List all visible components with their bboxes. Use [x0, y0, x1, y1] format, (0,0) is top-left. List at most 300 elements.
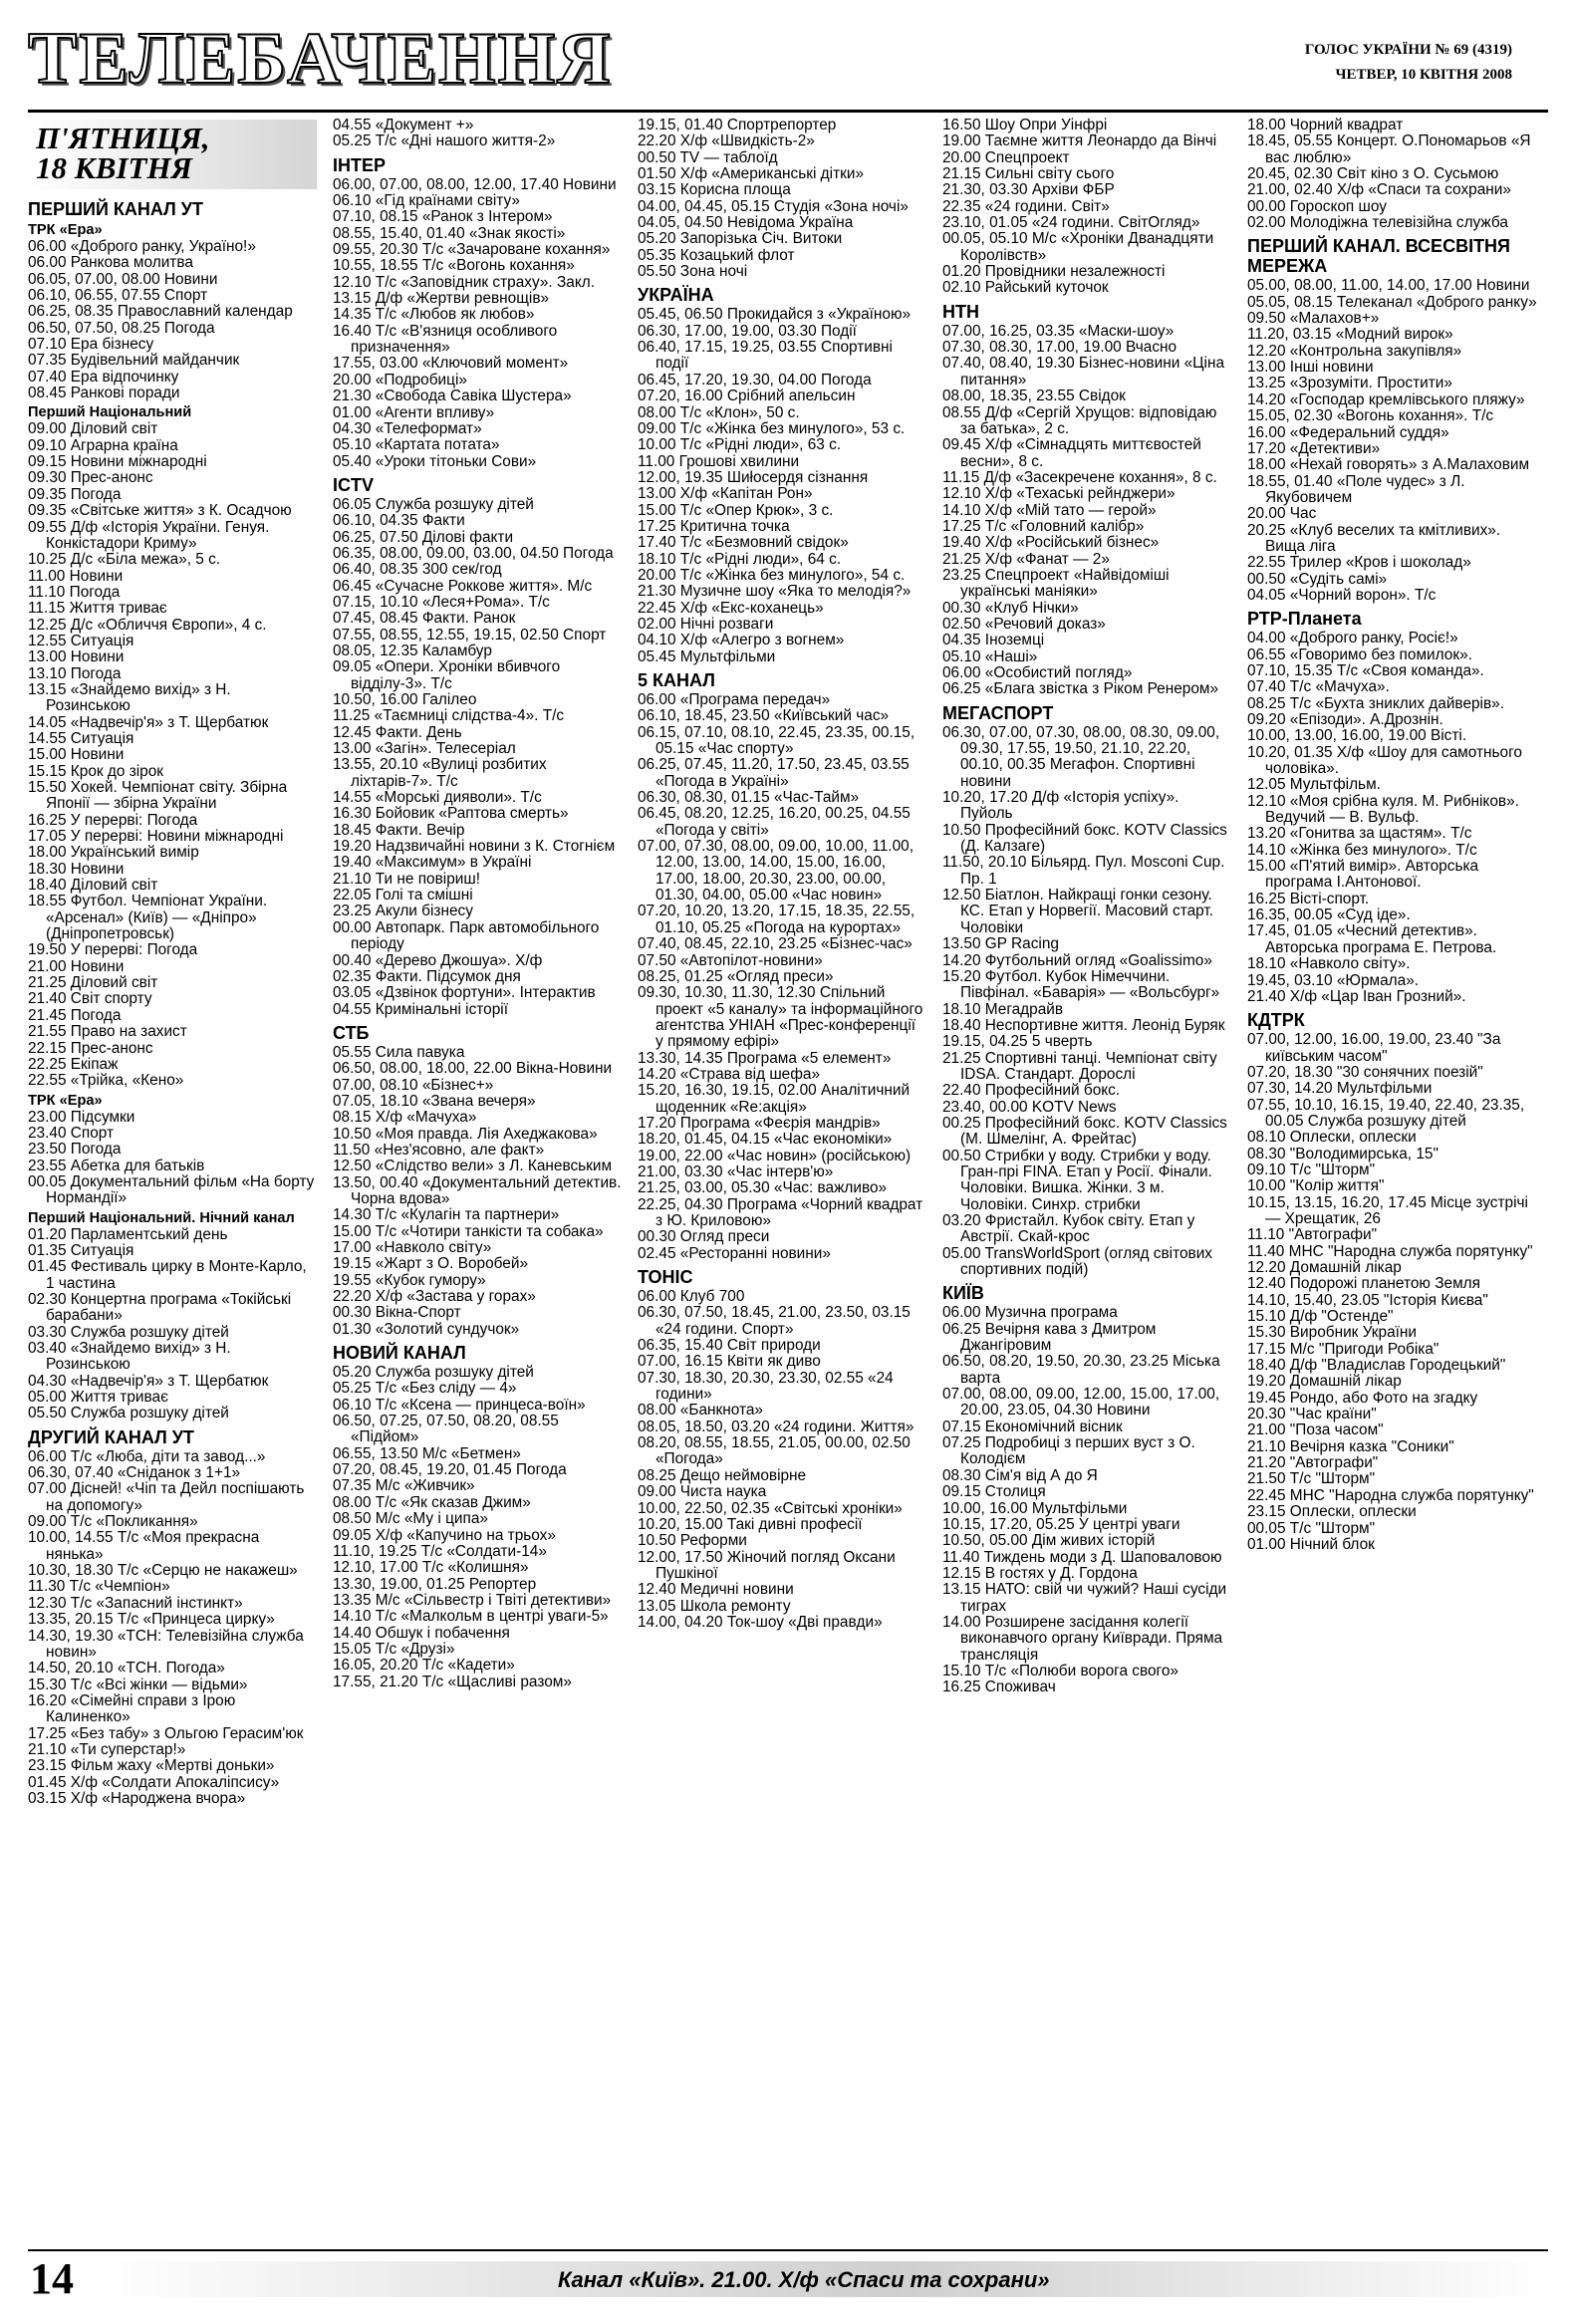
programme-entry: 14.40 Обшук і побачення — [333, 1624, 510, 1642]
programme-entry: 08.05, 12.35 Каламбур — [333, 642, 492, 659]
programme-entry: 06.45, 17.20, 19.30, 04.00 Погода — [638, 371, 872, 388]
programme-entry: 01.35 Ситуація — [28, 1241, 134, 1259]
programme-entry: 20.00 «Подробиці» — [333, 371, 467, 388]
programme-entry: 13.50 GP Racing — [942, 935, 1059, 953]
programme-entry: 10.50 «Моя правда. Лія Ахеджакова» — [333, 1125, 598, 1143]
programme-entry: 22.20 Х/ф «Застава у горах» — [333, 1288, 536, 1306]
programme-entry: 09.00 Діловий світ — [28, 420, 158, 438]
programme-entry: 11.50 «Нез'ясовно, але факт» — [333, 1141, 545, 1159]
programme-entry: 19.50 У перерві: Погода — [28, 941, 198, 959]
programme-entry: 07.00, 07.30, 08.00, 09.00, 10.00, 11.00, 12.00, 13.00, 14.00, 15.00, 16.00, 17.00, 18.00, 20.30, 23.00, 00.00, 01.30, 04.00, 05.00 «Час новин» — [638, 838, 914, 904]
programme-entry: 06.45, 08.20, 12.25, 16.20, 00.25, 04.55 «Погода у світі» — [638, 805, 911, 839]
programme-entry: 06.10, 04.35 Факти — [333, 512, 465, 530]
programme-entry: 06.30, 07.40 «Сніданок з 1+1» — [28, 1464, 241, 1482]
programme-entry: 12.00, 19.35 Шиłосердя сізнання — [638, 468, 869, 486]
programme-entry: 09.55, 20.30 Т/с «Зачароване кохання» — [333, 241, 611, 259]
programme-entry: 08.00 Т/с «Як сказав Джим» — [333, 1493, 531, 1511]
programme-entry: 09.20 «Епізоди». А.Дрознін. — [1247, 711, 1443, 728]
programme-entry: 14.00 Розширене засідання колегії виконавчого органу Київради. Пряма трансляція — [942, 1613, 1223, 1664]
programme-entry: 01.20 Провідники незалежності — [942, 263, 1166, 281]
programme-entry: 19.00, 22.00 «Час новин» (російською) — [638, 1147, 912, 1164]
programme-entry: 07.00, 08.00, 09.00, 12.00, 15.00, 17.00, 20.00, 23.05, 04.30 Новини — [942, 1386, 1220, 1420]
listing-column-5 — [1247, 118, 1542, 2245]
programme-entry: 07.10 Ера бізнесу — [28, 336, 154, 354]
programme-entry: 22.45 МНС "Народна служба порятунку" — [1247, 1486, 1534, 1504]
channel-subheading: ТРК «Ера» — [28, 1092, 103, 1109]
listing-column-3 — [638, 118, 926, 2245]
programme-entry: 17.20 «Детективи» — [1247, 439, 1381, 457]
programme-entry: 19.45 Рондо, або Фото на згадку — [1247, 1389, 1478, 1407]
programme-entry: 13.00 Новини — [28, 648, 125, 666]
programme-entry: 12.40 Подорожі планетою Земля — [1247, 1275, 1480, 1293]
programme-entry: 17.00 «Навколо світу» — [333, 1239, 492, 1256]
programme-entry: 06.00 «Особистий погляд» — [942, 664, 1133, 681]
programme-entry: 12.20 «Контрольна закупівля» — [1247, 342, 1462, 360]
channel-heading: ПЕРШИЙ КАНАЛ. ВСЕСВІТНЯ МЕРЕЖА — [1247, 236, 1510, 277]
bottom-rule — [28, 2249, 1548, 2251]
programme-entry: 21.55 Право на захист — [28, 1023, 187, 1041]
programme-entry: 07.55, 08.55, 12.55, 19.15, 02.50 Спорт — [333, 626, 607, 644]
programme-entry: 11.30 Т/с «Чемпіон» — [28, 1578, 170, 1596]
day-heading — [28, 120, 317, 189]
programme-entry: 05.00 TransWorldSport (огляд світових спортивних подій) — [942, 1244, 1212, 1279]
programme-entry: 23.40 Спорт — [28, 1124, 115, 1142]
programme-entry: 08.25 Т/с «Бухта зниклих дайверів». — [1247, 694, 1504, 712]
programme-entry: 11.00 Новини — [28, 567, 124, 585]
programme-entry: 16.35, 00.05 «Суд іде». — [1247, 906, 1411, 924]
programme-entry: 06.25, 07.50 Ділові факти — [333, 528, 514, 546]
programme-entry: 08.15 Х/ф «Мачуха» — [333, 1109, 477, 1127]
programme-entry: 06.55 «Говоримо без помилок». — [1247, 646, 1472, 663]
programme-entry: 07.40, 08.40, 19.30 Бізнес-новини «Ціна питання» — [942, 355, 1225, 388]
programme-entry: 17.25 Т/с «Головний калібр» — [942, 517, 1145, 535]
programme-entry: 09.00 Т/с «Жінка без минулого», 53 с. — [638, 419, 906, 437]
programme-entry: 06.40, 08.35 300 сек/год — [333, 561, 502, 579]
programme-entry: 09.50 «Малахов+» — [1247, 310, 1380, 328]
programme-entry: 08.00 «Банкнота» — [638, 1402, 763, 1420]
programme-entry: 07.20, 16.00 Срібний апельсин — [638, 387, 856, 405]
programme-entry: 22.55 «Трійка, «Кено» — [28, 1072, 184, 1090]
programme-entry: 08.45 Ранкові поради — [28, 385, 180, 402]
programme-entry: 05.20 Служба розшуку дітей — [333, 1364, 534, 1382]
programme-entry: 10.50 Професійний бокс. KOTV Classics (Д. Калзаге) — [942, 821, 1227, 856]
programme-entry: 17.55, 21.20 Т/с «Щасливі разом» — [333, 1673, 572, 1690]
programme-entry: 16.50 Шоу Опри Уінфрі — [942, 118, 1108, 133]
channel-heading: 5 КАНАЛ — [638, 670, 715, 690]
programme-entry: 21.30 «Свобода Савіка Шустера» — [333, 387, 572, 405]
programme-entry: 21.00, 02.40 Х/ф «Спаси та сохрани» — [1247, 181, 1511, 199]
programme-entry: 10.20, 15.00 Такі дивні професії — [638, 1515, 863, 1533]
programme-entry: 02.45 «Ресторанні новини» — [638, 1244, 831, 1262]
channel-heading: УКРАЇНА — [638, 285, 714, 306]
programme-entry: 15.00 «П'ятий вимір». Авторська програма І.Антонової. — [1247, 858, 1479, 892]
programme-entry: 18.45 Факти. Вечір — [333, 821, 465, 839]
channel-heading: ІНТЕР — [333, 154, 387, 175]
programme-entry: 03.15 Х/ф «Народжена вчора» — [28, 1789, 246, 1807]
programme-entry: 11.50, 20.10 Більярд. Пул. Mosconi Cup. Пр. 1 — [942, 854, 1225, 888]
programme-entry: 11.25 «Таємниці слідства-4». Т/с — [333, 707, 565, 725]
channel-heading: НОВИЙ КАНАЛ — [333, 1343, 466, 1364]
programme-entry: 16.25 Вісті-спорт. — [1247, 890, 1370, 907]
programme-entry: 11.10 Погода — [28, 583, 121, 601]
programme-entry: 05.00 Життя триває — [28, 1389, 168, 1407]
programme-entry: 09.45 Х/ф «Сімнадцять миттєвостей весни», 8 с. — [942, 436, 1201, 470]
channel-subheading: Перший Національний — [28, 404, 192, 421]
programme-entry: 21.10 Вечірня казка "Соники" — [1247, 1437, 1454, 1455]
programme-entry: 11.15 Життя триває — [28, 600, 167, 618]
programme-entry: 01.00 «Агенти впливу» — [333, 403, 495, 421]
programme-entry: 07.00, 16.25, 03.35 «Маски-шоу» — [942, 322, 1175, 340]
programme-entry: 19.00 Таємне життя Леонардо да Вінчі — [942, 132, 1217, 150]
programme-entry: 15.20 Футбол. Кубок Німеччини. Півфінал. «Баварія» — «Вольсбург» — [942, 967, 1220, 1002]
programme-entry: 23.15 Фільм жаху «Мертві доньки» — [28, 1757, 275, 1775]
programme-entry: 16.00 «Федеральний суддя» — [1247, 423, 1449, 441]
programme-entry: 19.55 «Кубок гумору» — [333, 1271, 486, 1289]
programme-entry: 13.55, 20.10 «Вулиці розбитих ліхтарів-7». Т/с — [333, 756, 547, 790]
programme-entry: 10.15, 13.15, 16.20, 17.45 Місце зустрічі — Хрещатик, 26 — [1247, 1193, 1528, 1227]
programme-entry: 21.30, 03.30 Архіви ФБР — [942, 181, 1115, 199]
programme-entry: 20.45, 02.30 Світ кіно з О. Сусьмою — [1247, 165, 1499, 183]
programme-entry: 03.05 «Дзвінок фортуни». Інтерактив — [333, 984, 596, 1002]
programme-entry: 00.00 Автопарк. Парк автомобільного періоду — [333, 918, 600, 953]
programme-entry: 12.45 Факти. День — [333, 723, 462, 741]
programme-entry: 16.25 У перерві: Погода — [28, 811, 198, 829]
programme-entry: 09.35 Погода — [28, 485, 122, 503]
programme-entry: 06.00, 07.00, 08.00, 12.00, 17.40 Новини — [333, 175, 617, 193]
programme-entry: 19.20 Надзвичайні новини з К. Стогнієм — [333, 838, 616, 856]
programme-entry: 12.10 Т/с «Заповідник страху». Закл. — [333, 273, 595, 291]
channel-heading: КДТРК — [1247, 1010, 1305, 1031]
programme-entry: 12.10 «Моя срібна куля. М. Рибніков». Ведучий — В. Вульф. — [1247, 792, 1519, 827]
programme-entry: 06.10 «Гід країнами світу» — [333, 192, 520, 210]
programme-entry: 19.15, 01.40 Спортрепортер — [638, 118, 837, 133]
programme-entry: 17.05 У перерві: Новини міжнародні — [28, 828, 284, 846]
programme-entry: 10.20, 01.35 Х/ф «Шоу для самотнього чоловіка». — [1247, 743, 1522, 778]
programme-entry: 20.25 «Клуб веселих та кмітливих». Вища ліга — [1247, 521, 1501, 555]
programme-entry: 07.45, 08.45 Факти. Ранок — [333, 610, 516, 628]
programme-entry: 10.30, 18.30 Т/с «Серцю не накажеш» — [28, 1562, 298, 1580]
programme-entry: 05.45, 06.50 Прокидайся з «Україною» — [638, 306, 912, 324]
programme-entry: 13.15 НАТО: свій чи чужий? Наші сусіди тиграх — [942, 1581, 1227, 1615]
programme-entry: 06.25, 07.45, 11.20, 17.50, 23.45, 03.55 «Погода в Україні» — [638, 756, 910, 790]
programme-entry: 10.25 Д/с «Біла межа», 5 с. — [28, 551, 221, 569]
programme-entry: 07.20, 08.45, 19.20, 01.45 Погода — [333, 1461, 567, 1479]
programme-entry: 14.00, 04.20 Ток-шоу «Дві правди» — [638, 1613, 883, 1631]
page-number: 14 — [30, 2254, 74, 2303]
listing-column-4 — [942, 118, 1231, 2245]
programme-entry: 23.40, 00.00 KOTV News — [942, 1098, 1117, 1116]
programme-entry: 07.00, 08.10 «Бізнес+» — [333, 1076, 494, 1094]
programme-entry: 04.55 «Документ +» — [333, 118, 474, 133]
programme-entry: 15.00 Т/с «Опер Крюк», 3 с. — [638, 501, 834, 519]
programme-entry: 19.20 Домашній лікар — [1247, 1373, 1402, 1391]
programme-entry: 21.10 «Ти суперстар!» — [28, 1740, 186, 1758]
programme-entry: 15.00 Т/с «Чотири танкісти та собака» — [333, 1222, 604, 1240]
programme-entry: 14.30 Т/с «Кулагін та партнери» — [333, 1206, 560, 1224]
programme-entry: 21.50 Т/с "Шторм" — [1247, 1470, 1376, 1488]
programme-entry: 05.00, 08.00, 11.00, 14.00, 17.00 Новини — [1247, 277, 1530, 295]
programme-entry: 18.10 «Навколо світу». — [1247, 955, 1411, 973]
programme-entry: 07.50 «Автопілот-новини» — [638, 951, 823, 969]
programme-entry: 15.50 Хокей. Чемпіонат світу. Збірна Японії — збірна України — [28, 779, 288, 813]
programme-entry: 04.10 Х/ф «Алегро з вогнем» — [638, 632, 845, 649]
channel-subheading: ТРК «Ера» — [28, 222, 103, 238]
programme-entry: 22.25 Екіпаж — [28, 1055, 119, 1073]
programme-entry: 12.40 Медичні новини — [638, 1581, 794, 1599]
programme-entry: 09.00 Чиста наука — [638, 1483, 767, 1501]
programme-entry: 04.30 «Надвечір'я» з Т. Щербатюк — [28, 1372, 269, 1390]
programme-entry: 06.15, 07.10, 08.10, 22.45, 23.35, 00.15, 05.15 «Час спорту» — [638, 723, 916, 758]
masthead — [28, 18, 1512, 110]
programme-entry: 06.10, 18.45, 23.50 «Київський час» — [638, 707, 890, 725]
programme-entry: 07.00 Дісней! «Чіп та Дейл поспішають на допомогу» — [28, 1480, 305, 1514]
programme-entry: 09.05 Х/ф «Капучино на трьох» — [333, 1526, 556, 1544]
programme-entry: 00.30 «Клуб Нічки» — [942, 599, 1079, 617]
programme-entry: 22.40 Професійний бокс. — [942, 1082, 1121, 1100]
programme-entry: 04.05 «Чорний ворон». Т/с — [1247, 586, 1437, 604]
programme-entry: 10.20, 17.20 Д/ф «Історія успіху». Пуйоль — [942, 789, 1179, 823]
programme-entry: 14.55 Ситуація — [28, 729, 134, 747]
programme-entry: 09.05 «Опери. Хроніки вбивчого відділу-3». Т/с — [333, 658, 561, 692]
programme-entry: 23.00 Підсумки — [28, 1108, 135, 1126]
programme-entry: 10.00, 22.50, 02.35 «Світські хроніки» — [638, 1499, 903, 1517]
programme-entry: 06.10 Т/с «Ксена — принцеса-воїн» — [333, 1396, 586, 1414]
programme-entry: 07.30, 18.30, 20.30, 23.30, 02.55 «24 години» — [638, 1369, 894, 1404]
programme-entry: 07.15, 10.10 «Леся+Рома». Т/с — [333, 593, 550, 611]
programme-entry: 13.30, 14.35 Програма «5 елемент» — [638, 1049, 892, 1067]
programme-entry: 15.20, 16.30, 19.15, 02.00 Аналітичний щоденник «Re:акція» — [638, 1082, 911, 1116]
programme-entry: 10.50, 16.00 Галілео — [333, 691, 477, 708]
programme-entry: 08.00 Т/с «Клон», 50 с. — [638, 403, 800, 421]
programme-entry: 13.35 М/с «Сільвестр і Твіті детективи» — [333, 1591, 612, 1609]
programme-entry: 05.45 Мультфільми — [638, 647, 776, 665]
programme-entry: 19.15 «Жарт з О. Воробей» — [333, 1255, 528, 1273]
programme-entry: 13.20 «Гонитва за щастям». Т/с — [1247, 825, 1472, 843]
programme-entry: 03.30 Служба розшуку дітей — [28, 1323, 229, 1341]
programme-entry: 06.00 Клуб 700 — [638, 1288, 745, 1306]
programme-entry: 04.55 Кримінальні історії — [333, 1000, 508, 1018]
programme-entry: 07.25 Подробиці з перших вуст з О. Колодієм — [942, 1434, 1195, 1468]
programme-entry: 07.10, 15.35 Т/с «Своя команда». — [1247, 661, 1484, 679]
programme-entry: 05.40 «Уроки тітоньки Сови» — [333, 452, 537, 470]
programme-entry: 06.30, 17.00, 19.00, 03.30 Події — [638, 322, 857, 340]
programme-entry: 21.40 Світ спорту — [28, 990, 152, 1008]
programme-entry: 21.00, 03.30 «Час інтерв'ю» — [638, 1162, 834, 1180]
programme-entry: 10.00, 14.55 Т/с «Моя прекрасна нянька» — [28, 1529, 260, 1563]
programme-entry: 22.25, 04.30 Програма «Чорний квадрат з Ю. Криловою» — [638, 1195, 923, 1229]
programme-entry: 14.10 Т/с «Малкольм в центрі уваги-5» — [333, 1608, 609, 1626]
programme-entry: 00.05 Документальний фільм «На борту Нормандії» — [28, 1172, 315, 1207]
channel-heading: РТР-Планета — [1247, 609, 1362, 630]
programme-entry: 06.50, 07.50, 08.25 Погода — [28, 319, 215, 337]
programme-entry: 11.20, 03.15 «Модний вирок» — [1247, 326, 1453, 344]
programme-entry: 18.45, 05.55 Концерт. О.Пономарьов «Я вас люблю» — [1247, 132, 1531, 166]
programme-entry: 20.30 "Час країни" — [1247, 1406, 1377, 1423]
programme-entry: 03.20 Фристайл. Кубок світу. Етап у Австрії. Скай-крос — [942, 1212, 1195, 1246]
programme-entry: 23.50 Погода — [28, 1141, 122, 1159]
programme-entry: 08.30 Сім'я від А до Я — [942, 1466, 1098, 1484]
programme-entry: 21.25, 03.00, 05.30 «Час: важливо» — [638, 1179, 888, 1197]
listing-column-1 — [28, 118, 317, 2245]
programme-entry: 06.40, 17.15, 19.25, 03.55 Спортивні події — [638, 339, 893, 373]
programme-entry: 05.50 Зона ночі — [638, 263, 748, 281]
programme-entry: 12.10 Х/ф «Техаські рейнджери» — [942, 485, 1176, 503]
programme-entry: 07.00, 16.15 Квіти як диво — [638, 1353, 821, 1371]
programme-entry: 12.25 Д/с «Обличчя Європи», 4 с. — [28, 616, 267, 634]
programme-entry: 07.30, 14.20 Мультфільми — [1247, 1080, 1433, 1098]
programme-entry: 06.05 Служба розшуку дітей — [333, 495, 534, 513]
programme-entry: 11.10, 19.25 Т/с «Солдати-14» — [333, 1542, 547, 1560]
programme-entry: 12.10, 17.00 Т/с «Колишня» — [333, 1559, 529, 1577]
programme-entry: 21.00 "Поза часом" — [1247, 1421, 1384, 1439]
programme-entry: 20.00 Т/с «Жінка без минулого», 54 с. — [638, 566, 906, 584]
programme-entry: 23.10, 01.05 «24 години. СвітОгляд» — [942, 214, 1200, 232]
top-rule — [28, 110, 1548, 113]
programme-entry: 09.30, 10.30, 11.30, 12.30 Спільний проект «5 каналу» та інформаційного агентства УНІАН «Прес-конференції у прямому ефірі» — [638, 984, 923, 1051]
programme-entry: 06.50, 07.25, 07.50, 08.20, 08.55 «Підйом» — [333, 1413, 559, 1446]
programme-entry: 07.30, 08.30, 17.00, 19.00 Вчасно — [942, 339, 1178, 357]
programme-entry: 08.20, 08.55, 18.55, 21.05, 00.00, 02.50 «Погода» — [638, 1434, 911, 1468]
programme-entry: 15.30 Т/с «Всі жінки — відьми» — [28, 1676, 248, 1693]
programme-entry: 13.25 «Зрозуміти. Простити» — [1247, 375, 1452, 392]
programme-entry: 17.15 М/с "Пригоди Робіка" — [1247, 1340, 1440, 1358]
programme-entry: 06.30, 07.50, 18.45, 21.00, 23.50, 03.15 «24 години. Спорт» — [638, 1304, 911, 1338]
programme-entry: 12.50 Біатлон. Найкращі гонки сезону. КС. Етап у Норвегії. Масовий старт. Чоловіки — [942, 887, 1213, 936]
programme-entry: 07.20, 18.30 "30 сонячних поезій" — [1247, 1063, 1483, 1081]
programme-entry: 01.00 Нічний блок — [1247, 1535, 1375, 1553]
programme-entry: 18.55 Футбол. Чемпіонат України. «Арсенал» (Київ) — «Дніпро» (Дніпропетровськ) — [28, 893, 268, 943]
programme-entry: 04.35 Іноземці — [942, 632, 1045, 649]
programme-entry: 00.50 TV — таблоїд — [638, 148, 778, 166]
programme-entry: 12.50 «Слідство вели» з Л. Каневським — [333, 1158, 613, 1175]
programme-entry: 18.40 Неспортивне життя. Леонід Буряк — [942, 1016, 1225, 1034]
programme-entry: 13.00 Інші новини — [1247, 359, 1374, 377]
programme-entry: 07.40 Ера відпочинку — [28, 368, 179, 386]
programme-entry: 22.20 Х/ф «Швидкість-2» — [638, 132, 815, 150]
programme-entry: 15.00 Новини — [28, 746, 125, 764]
programme-entry: 22.35 «24 години. Світ» — [942, 197, 1110, 215]
programme-entry: 11.15 Д/ф «Засекречене кохання», 8 с. — [942, 468, 1217, 486]
day-heading-line: 18 КВІТНЯ — [36, 150, 192, 185]
programme-entry: 12.20 Домашній лікар — [1247, 1259, 1402, 1276]
programme-entry: 04.00 «Доброго ранку, Росіє!» — [1247, 630, 1458, 647]
programme-entry: 14.50, 20.10 «ТСН. Погода» — [28, 1660, 225, 1678]
programme-entry: 14.20 «Страва від шефа» — [638, 1065, 821, 1083]
programme-entry: 11.40 Тиждень моди з Д. Шаповаловою — [942, 1548, 1222, 1566]
programme-entry: 10.00, 13.00, 16.00, 19.00 Вісті. — [1247, 727, 1467, 745]
programme-entry: 05.50 Служба розшуку дітей — [28, 1405, 229, 1422]
programme-entry: 00.00 Гороскоп шоу — [1247, 197, 1387, 215]
programme-entry: 00.25 Професійний бокс. KOTV Classics (М. Шмелінг, А. Фрейтас) — [942, 1114, 1227, 1149]
issue-info — [1305, 38, 1512, 88]
programme-entry: 04.05, 04.50 Невідома Україна — [638, 214, 854, 232]
programme-entry: 14.55 «Морські дияволи». Т/с — [333, 789, 542, 807]
programme-entry: 03.40 «Знайдемо вихід» з Н. Розинською — [28, 1340, 231, 1374]
programme-entry: 11.40 МНС "Народна служба порятунку" — [1247, 1242, 1533, 1260]
programme-entry: 15.30 Виробник України — [1247, 1324, 1418, 1342]
channel-heading: ПЕРШИЙ КАНАЛ УТ — [28, 199, 203, 219]
programme-entry: 15.10 Т/с «Полюби ворога свого» — [942, 1662, 1178, 1679]
programme-entry: 12.00, 17.50 Жіночий погляд Оксани Пушкіної — [638, 1548, 896, 1582]
section-title: ТЕЛЕБАЧЕННЯ — [28, 18, 613, 100]
programme-entry: 07.20, 10.20, 13.20, 17.15, 18.35, 22.55, 01.10, 05.25 «Погода на курортах» — [638, 903, 916, 936]
programme-entry: 02.10 Райський куточок — [942, 279, 1109, 297]
programme-entry: 09.15 Столиця — [942, 1483, 1046, 1501]
programme-entry: 13.30, 19.00, 01.25 Репортер — [333, 1575, 537, 1593]
programme-entry: 09.35 «Світське життя» з К. Осадчою — [28, 502, 292, 520]
programme-entry: 06.10, 06.55, 07.55 Спорт — [28, 287, 208, 305]
programme-entry: 01.30 «Золотий сундучок» — [333, 1320, 520, 1338]
issue-date: ЧЕТВЕР, 10 КВІТНЯ 2008 — [1335, 67, 1512, 83]
programme-entry: 18.00 Український вимір — [28, 844, 199, 862]
programme-entry: 22.05 Голі та смішні — [333, 887, 473, 904]
programme-entry: 18.40 Д/ф "Владислав Городецький" — [1247, 1357, 1506, 1375]
programme-entry: 16.25 Споживач — [942, 1678, 1056, 1696]
programme-entry: 18.30 Новини — [28, 860, 125, 878]
programme-entry: 05.25 Т/с «Дні нашого життя-2» — [333, 132, 556, 150]
programme-entry: 00.40 «Дерево Джошуа». Х/ф — [333, 951, 543, 969]
programme-entry: 10.00, 16.00 Мультфільми — [942, 1499, 1128, 1517]
programme-entry: 13.05 Школа ремонту — [638, 1597, 791, 1615]
programme-entry: 14.35 Т/с «Любов як любов» — [333, 306, 535, 324]
channel-heading: ICTV — [333, 474, 375, 495]
programme-entry: 02.50 «Речовий доказ» — [942, 615, 1106, 633]
programme-entry: 18.10 Мегадрайв — [942, 1000, 1064, 1018]
programme-entry: 06.00 Ранкова молитва — [28, 254, 193, 272]
programme-entry: 18.40 Діловий світ — [28, 877, 158, 895]
programme-entry: 09.30 Прес-анонс — [28, 469, 153, 487]
programme-entry: 00.05, 05.10 М/с «Хроніки Дванадцяти Королівств» — [942, 230, 1214, 264]
programme-entry: 06.30, 08.30, 01.15 «Час-Тайм» — [638, 789, 860, 807]
programme-entry: 18.10 Т/с «Рідні люди», 64 с. — [638, 550, 842, 568]
programme-entry: 06.50, 08.00, 18.00, 22.00 Вікна-Новини — [333, 1060, 613, 1078]
programme-entry: 23.25 Спецпроект «Найвідоміші українські маніяки» — [942, 566, 1170, 601]
programme-entry: 03.15 Корисна площа — [638, 181, 791, 199]
programme-entry: 21.10 Ти не повіриш! — [333, 870, 480, 888]
programme-entry: 05.25 Т/с «Без сліду — 4» — [333, 1380, 517, 1398]
programme-entry: 00.50 Стрибки у воду. Стрибки у воду. Гран-прі FINA. Етап у Росії. Фінали. Чоловіки. Вишка. Жінки. 3 м. Чоловіки. Синхр. стрибки — [942, 1147, 1212, 1213]
programme-entry: 06.00 Музична програма — [942, 1304, 1118, 1322]
programme-entry: 07.40, 08.45, 22.10, 23.25 «Бізнес-час» — [638, 935, 913, 953]
programme-entry: 22.15 Прес-анонс — [28, 1039, 153, 1057]
listing-column-2 — [333, 118, 622, 2245]
programme-entry: 22.55 Трилер «Кров і шоколад» — [1247, 554, 1471, 572]
programme-entry: 07.05, 18.10 «Звана вечеря» — [333, 1092, 536, 1110]
issue-number: ГОЛОС УКРАЇНИ № 69 (4319) — [1304, 42, 1512, 58]
programme-entry: 23.15 Оплески, оплески — [1247, 1503, 1417, 1521]
programme-entry: 05.10 «Картата потата» — [333, 436, 500, 454]
programme-entry: 09.10 Т/с "Шторм" — [1247, 1161, 1376, 1178]
programme-entry: 23.55 Абетка для батьків — [28, 1157, 205, 1174]
programme-entry: 19.40 «Максимум» в Україні — [333, 854, 532, 872]
programme-entry: 21.30 Музичне шоу «Яка то мелодія?» — [638, 583, 912, 601]
programme-entry: 17.55, 03.00 «Ключовий момент» — [333, 355, 569, 373]
programme-entry: 00.05 Т/с "Шторм" — [1247, 1519, 1376, 1537]
programme-entry: 16.20 «Сімейні справи з Ірою Калиненко» — [28, 1691, 236, 1726]
programme-entry: 02.30 Концертна програма «Токійські барабани» — [28, 1290, 292, 1325]
programme-entry: 05.10 «Наші» — [942, 647, 1038, 665]
programme-entry: 09.10 Аграрна країна — [28, 436, 178, 454]
programme-entry: 14.10 «Жінка без минулого». Т/с — [1247, 841, 1477, 859]
programme-entry: 08.25, 01.25 «Огляд преси» — [638, 967, 834, 985]
programme-entry: 01.45 Х/ф «Солдати Апокаліпсису» — [28, 1773, 280, 1791]
programme-entry: 06.35, 15.40 Світ природи — [638, 1337, 821, 1355]
programme-entry: 06.30, 07.00, 07.30, 08.00, 08.30, 09.00, 09.30, 17.55, 19.50, 21.10, 22.20, 00.10, 00.35 Мегафон. Спортивні новини — [942, 723, 1220, 790]
programme-entry: 20.00 Час — [1247, 505, 1317, 523]
programme-entry: 02.35 Факти. Підсумок дня — [333, 967, 521, 985]
programme-entry: 06.50, 08.20, 19.50, 20.30, 23.25 Міська варта — [942, 1353, 1220, 1387]
programme-entry: 06.05, 07.00, 08.00 Новини — [28, 270, 218, 288]
